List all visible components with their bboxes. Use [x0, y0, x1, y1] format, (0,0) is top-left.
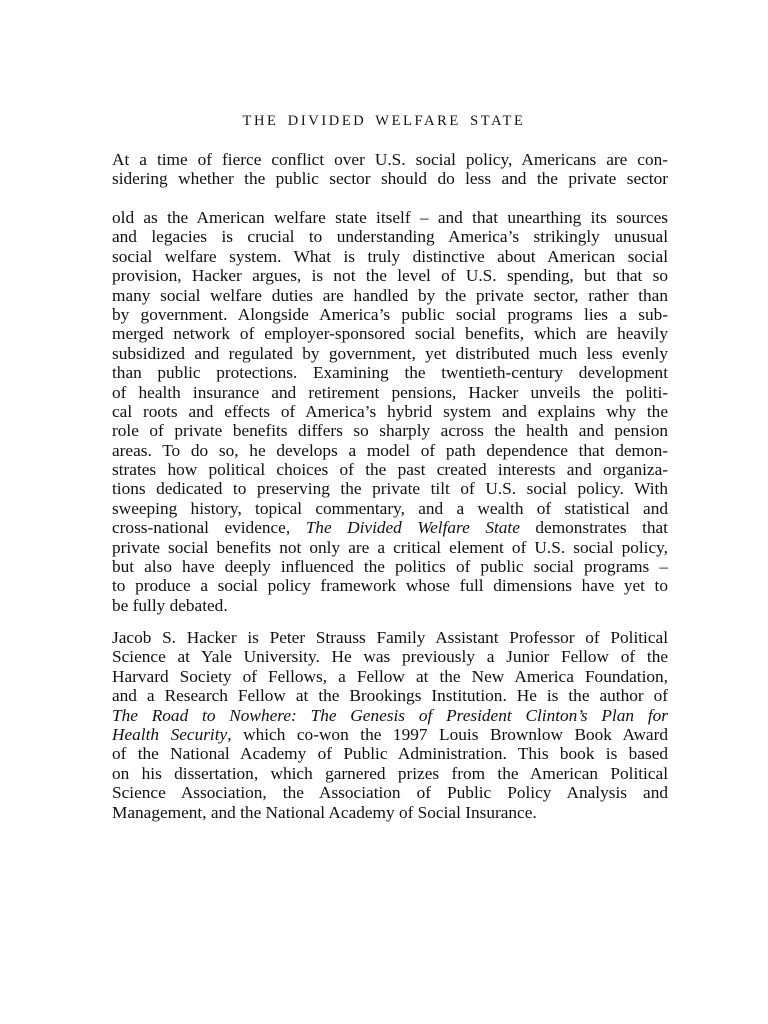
summary-line-with-title — [112, 518, 668, 537]
bio-line-with-title — [112, 725, 668, 744]
summary-paragraph — [112, 208, 668, 615]
bio-text: , which co-won the 1997 Louis Brownlow Book Award — [227, 724, 668, 744]
summary-text: demonstrates that — [519, 518, 668, 538]
bio-last-line: Management, and the National Academy of Social Insurance. — [112, 802, 537, 822]
summary-line: but also have deeply influenced the politics of public social programs – — [112, 557, 668, 577]
bio-line: Harvard Society of Fellows, a Fellow at the New America Foundation, — [112, 666, 668, 686]
summary-line: subsidized and regulated by government, yet distributed much less evenly — [112, 343, 668, 363]
summary-line: areas. To do so, he develops a model of path dependence that demon- — [112, 440, 668, 460]
bio-line: Science Association, the Association of Public Policy Analysis and — [112, 783, 668, 803]
bio-book-title-line — [112, 706, 668, 725]
summary-last-line: be fully debated. — [112, 595, 228, 615]
summary-line: old as the American welfare state itself – and that unearthing its sources — [112, 208, 668, 227]
summary-line: many social welfare duties are handled by the private sector, rather than — [112, 285, 668, 305]
summary-line: merged network of employer-sponsored social benefits, which are heavily — [112, 324, 668, 344]
bio-line: Jacob S. Hacker is Peter Strauss Family Assistant Professor of Political — [112, 628, 668, 647]
summary-line: by government. Alongside America’s public social programs lies a sub- — [112, 304, 668, 324]
summary-line: to produce a social policy framework whose full dimensions have yet to — [112, 576, 668, 596]
intro-paragraph — [112, 150, 668, 189]
bio-line: and a Research Fellow at the Brookings Institution. He is the author of — [112, 686, 668, 706]
summary-text: cross-national evidence, — [112, 518, 306, 538]
page-title: THE DIVIDED WELFARE STATE — [242, 113, 526, 129]
summary-line: than public protections. Examining the twentieth-century development — [112, 363, 668, 383]
summary-line: and legacies is crucial to understanding America’s strikingly unusual — [112, 227, 668, 247]
summary-line: private social benefits not only are a critical element of U.S. social policy, — [112, 537, 668, 557]
summary-line: of health insurance and retirement pensions, Hacker unveils the politi- — [112, 382, 668, 402]
summary-line: tions dedicated to preserving the private tilt of U.S. social policy. With — [112, 479, 668, 499]
author-bio-paragraph — [112, 628, 668, 822]
bio-line: Science at Yale University. He was previously a Junior Fellow of the — [112, 647, 668, 667]
bio-line: on his dissertation, which garnered prizes from the American Political — [112, 763, 668, 783]
summary-line: sweeping history, topical commentary, and a wealth of statistical and — [112, 498, 668, 518]
book-title-divided-welfare-state: The Divided Welfare State — [305, 518, 520, 538]
book-title-health-security: Health Security — [112, 724, 228, 744]
summary-line: role of private benefits differs so sharply across the health and pension — [112, 421, 668, 441]
bio-line: of the National Academy of Public Administration. This book is based — [112, 744, 668, 764]
summary-line: strates how political choices of the past created interests and organiza- — [112, 460, 668, 480]
book-title-road-to-nowhere: The Road to Nowhere: The Genesis of President Clinton’s Plan for — [112, 705, 668, 725]
summary-line: social welfare system. What is truly distinctive about American social — [112, 246, 668, 266]
intro-line-1: At a time of fierce conflict over U.S. social policy, Americans are con- — [112, 150, 668, 169]
summary-line: cal roots and effects of America’s hybrid system and explains why the — [112, 401, 668, 421]
summary-line: provision, Hacker argues, is not the level of U.S. spending, but that so — [112, 266, 668, 286]
intro-line-2-cut: sidering whether the public sector should do less and the private sector — [112, 169, 668, 189]
